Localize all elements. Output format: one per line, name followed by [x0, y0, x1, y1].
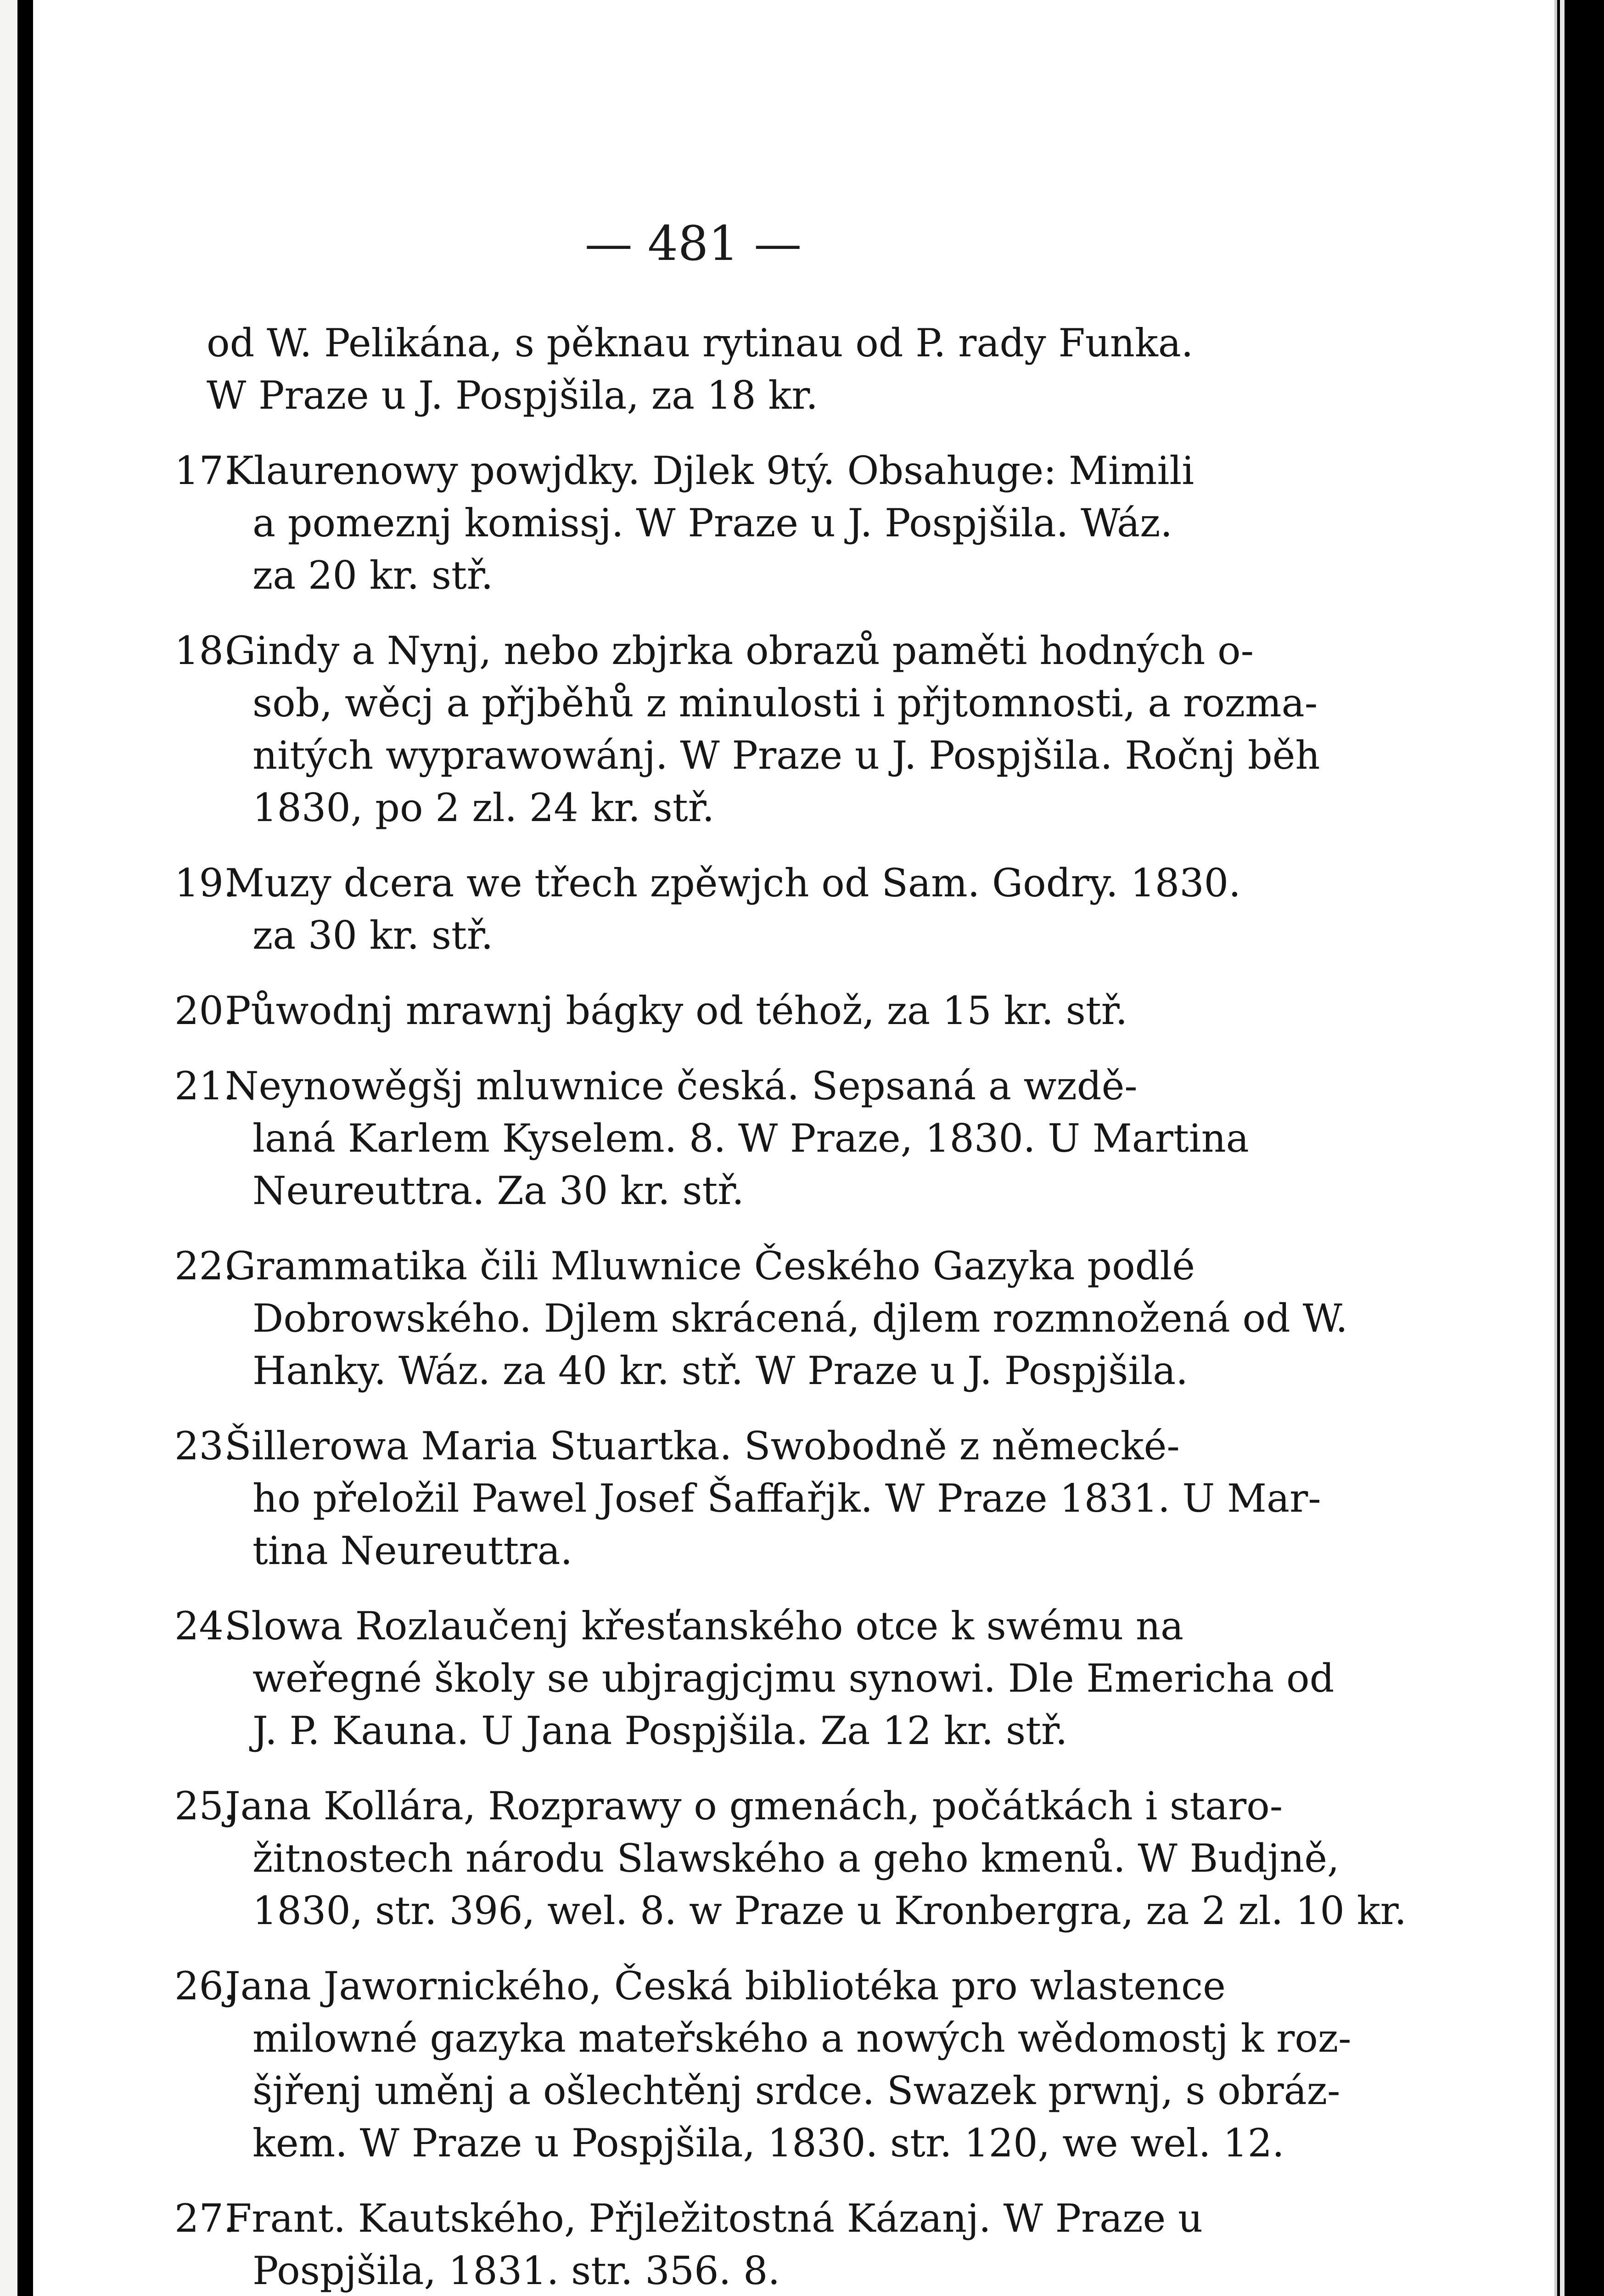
left-page-edge — [0, 0, 17, 2296]
entry-line: tina Neureuttra. — [252, 1528, 573, 1573]
entry-line: Pospjšila, 1831. str. 356. 8. — [252, 2248, 780, 2293]
entry-line: za 30 kr. stř. — [252, 913, 494, 958]
list-item-23 — [174, 1420, 1321, 1577]
page-number: — 481 — — [584, 215, 802, 271]
entry-line: ho přeložil Pawel Josef Šaffařjk. W Praze 1831. U Mar- — [252, 1476, 1321, 1521]
entry-line: Frant. Kautského, Přjležitostná Kázanj. W Praze u — [225, 2196, 1203, 2241]
list-item-22 — [174, 1240, 1348, 1397]
entry-line: Grammatika čili Mluwnice Českého Gazyka podlé — [225, 1244, 1195, 1289]
entry-line: Klaurenowy powjdky. Djlek 9tý. Obsahuge: Mimili — [225, 448, 1195, 493]
entry-line: Hanky. Wáz. za 40 kr. stř. W Praze u J. Pospjšila. — [252, 1348, 1188, 1393]
entry-number: 17. — [174, 448, 236, 493]
list-item-26 — [174, 1960, 1352, 2169]
entry-line: Jana Kollára, Rozprawy o gmenách, počátkách i staro- — [225, 1784, 1283, 1829]
entry-line: Šillerowa Maria Stuartka. Swobodně z německé- — [225, 1424, 1180, 1469]
list-item-19 — [174, 857, 1285, 962]
entry-number: 24. — [174, 1604, 236, 1649]
list-item-27 — [174, 2192, 1285, 2296]
entry-number: 26. — [174, 1964, 236, 2009]
entry-number: 20. — [174, 988, 236, 1033]
list-item-25 — [174, 1780, 1407, 1937]
entry-number: 22. — [174, 1244, 236, 1289]
entry-line: 1830, str. 396, wel. 8. w Praze u Kronbergra, za 2 zl. 10 kr. — [252, 1888, 1407, 1933]
entry-line: za 20 kr. stř. — [252, 553, 494, 598]
catalog-list — [174, 317, 1407, 2296]
list-item-24 — [174, 1600, 1335, 1757]
list-item-20 — [174, 985, 1285, 1037]
entry-line: sob, wěcj a přjběhů z minulosti i přjtomnosti, a rozma- — [252, 681, 1318, 726]
entry-line: žitnostech národu Slawského a geho kmenů. W Budjně, — [252, 1836, 1340, 1881]
entry-line: šjřenj uměnj a ošlechtěnj srdce. Swazek prwnj, s obráz- — [252, 2068, 1340, 2113]
entry-line: Jana Jawornického, Česká bibliotéka pro wlastence — [225, 1964, 1226, 2009]
entry-line: Půwodnj mrawnj bágky od téhož, za 15 kr. stř. — [225, 988, 1128, 1033]
entry-line: laná Karlem Kyselem. 8. W Praze, 1830. U Martina — [252, 1116, 1249, 1161]
entry-line: kem. W Praze u Pospjšila, 1830. str. 120, we wel. 12. — [252, 2121, 1284, 2166]
entry-number: 23. — [174, 1424, 236, 1469]
entry-number: 27. — [174, 2196, 236, 2241]
entry-line: Gindy a Nynj, nebo zbjrka obrazů paměti hodných o- — [225, 628, 1254, 673]
entry-line: Muzy dcera we třech zpěwjch od Sam. Godry. 1830. — [225, 861, 1241, 906]
entry-line: nitých wyprawowánj. W Praze u J. Pospjšila. Ročnj běh — [252, 733, 1320, 778]
entry-line: 1830, po 2 zl. 24 kr. stř. — [252, 785, 715, 830]
entry-line: milowné gazyka mateřského a nowých wědomostj k roz- — [252, 2016, 1352, 2061]
list-item-17 — [174, 445, 1285, 602]
entry-line: od W. Pelikána, s pěknau rytinau od P. rady Funka. — [207, 321, 1194, 366]
entry-number: 19. — [174, 861, 236, 906]
entry-line: Neureuttra. Za 30 kr. stř. — [252, 1168, 744, 1213]
entry-line: W Praze u J. Pospjšila, za 18 kr. — [207, 373, 818, 418]
entry-line: Slowa Rozlaučenj křesťanského otce k swému na — [225, 1604, 1184, 1649]
list-item-continuation — [174, 317, 1285, 422]
list-item-18 — [174, 625, 1320, 834]
entry-line: Neynowěgšj mluwnice česká. Sepsaná a wzdě- — [225, 1064, 1138, 1109]
entry-number: 18. — [174, 628, 236, 673]
entry-number: 25. — [174, 1784, 236, 1829]
entry-line: Dobrowského. Djlem skrácená, djlem rozmnožená od W. — [252, 1296, 1348, 1341]
entry-line: weřegné školy se ubjragjcjmu synowi. Dle Emericha od — [252, 1656, 1335, 1701]
entry-line: a pomeznj komissj. W Praze u J. Pospjšila. Wáz. — [252, 501, 1173, 546]
entry-number: 21. — [174, 1064, 236, 1109]
entry-line: J. P. Kauna. U Jana Pospjšila. Za 12 kr. stř. — [252, 1708, 1068, 1753]
right-page-edge — [1560, 0, 1565, 2296]
list-item-21 — [174, 1060, 1285, 1217]
